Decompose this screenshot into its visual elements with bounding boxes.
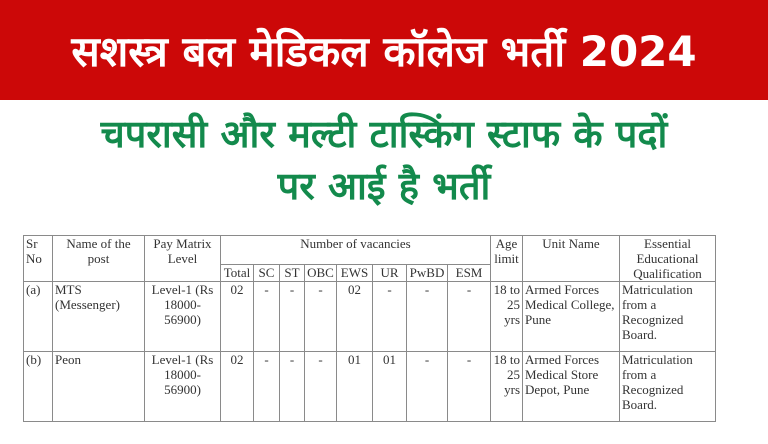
header-qualification: Essential Educational Qualification [620, 236, 716, 282]
cell-vac-pwbd: - [407, 352, 448, 422]
table-row [24, 282, 716, 352]
cell-vac-esm: - [448, 282, 491, 352]
subheader-st: ST [280, 265, 305, 282]
table-header-row [24, 236, 716, 265]
subheader-pwbd: PwBD [407, 265, 448, 282]
subheader-total: Total [221, 265, 254, 282]
subheader-ews: EWS [337, 265, 373, 282]
subtitle [0, 108, 768, 212]
subheader-obc: OBC [305, 265, 337, 282]
subtitle-line-1: चपरासी और मल्टी टास्किंग स्टाफ के पदों [100, 112, 668, 156]
cell-vac-ews: 02 [337, 282, 373, 352]
cell-sr: (a) [24, 282, 53, 352]
subheader-esm: ESM [448, 265, 491, 282]
cell-pay: Level-1 (Rs 18000-56900) [145, 352, 221, 422]
vacancy-table-container [23, 235, 716, 422]
header-sr-no: Sr No [24, 236, 53, 282]
header-age: Age limit [491, 236, 523, 282]
cell-vac-obc: - [305, 352, 337, 422]
vacancy-table [23, 235, 716, 422]
banner-title: सशस्त्र बल मेडिकल कॉलेज भर्ती 2024 [71, 26, 697, 76]
cell-vac-ur: 01 [373, 352, 407, 422]
subtitle-line-2: पर आई है भर्ती [277, 164, 491, 208]
cell-vac-st: - [280, 282, 305, 352]
cell-vac-st: - [280, 352, 305, 422]
cell-unit: Armed Forces Medical Store Depot, Pune [523, 352, 620, 422]
header-post: Name of the post [53, 236, 145, 282]
cell-vac-total: 02 [221, 352, 254, 422]
subheader-sc: SC [254, 265, 280, 282]
cell-vac-ur: - [373, 282, 407, 352]
cell-vac-total: 02 [221, 282, 254, 352]
subheader-ur: UR [373, 265, 407, 282]
cell-post: Peon [53, 352, 145, 422]
cell-vac-obc: - [305, 282, 337, 352]
table-row [24, 352, 716, 422]
cell-qualification: Matriculation from a Recognized Board. [620, 282, 716, 352]
cell-age: 18 to 25 yrs [491, 282, 523, 352]
cell-vac-pwbd: - [407, 282, 448, 352]
cell-post: MTS (Messenger) [53, 282, 145, 352]
cell-vac-sc: - [254, 282, 280, 352]
header-banner [0, 0, 768, 100]
cell-age: 18 to 25 yrs [491, 352, 523, 422]
cell-sr: (b) [24, 352, 53, 422]
cell-vac-ews: 01 [337, 352, 373, 422]
header-pay: Pay Matrix Level [145, 236, 221, 282]
cell-vac-esm: - [448, 352, 491, 422]
cell-pay: Level-1 (Rs 18000-56900) [145, 282, 221, 352]
header-unit: Unit Name [523, 236, 620, 282]
cell-unit: Armed Forces Medical College, Pune [523, 282, 620, 352]
cell-vac-sc: - [254, 352, 280, 422]
header-vacancies: Number of vacancies [221, 236, 491, 265]
cell-qualification: Matriculation from a Recognized Board. [620, 352, 716, 422]
